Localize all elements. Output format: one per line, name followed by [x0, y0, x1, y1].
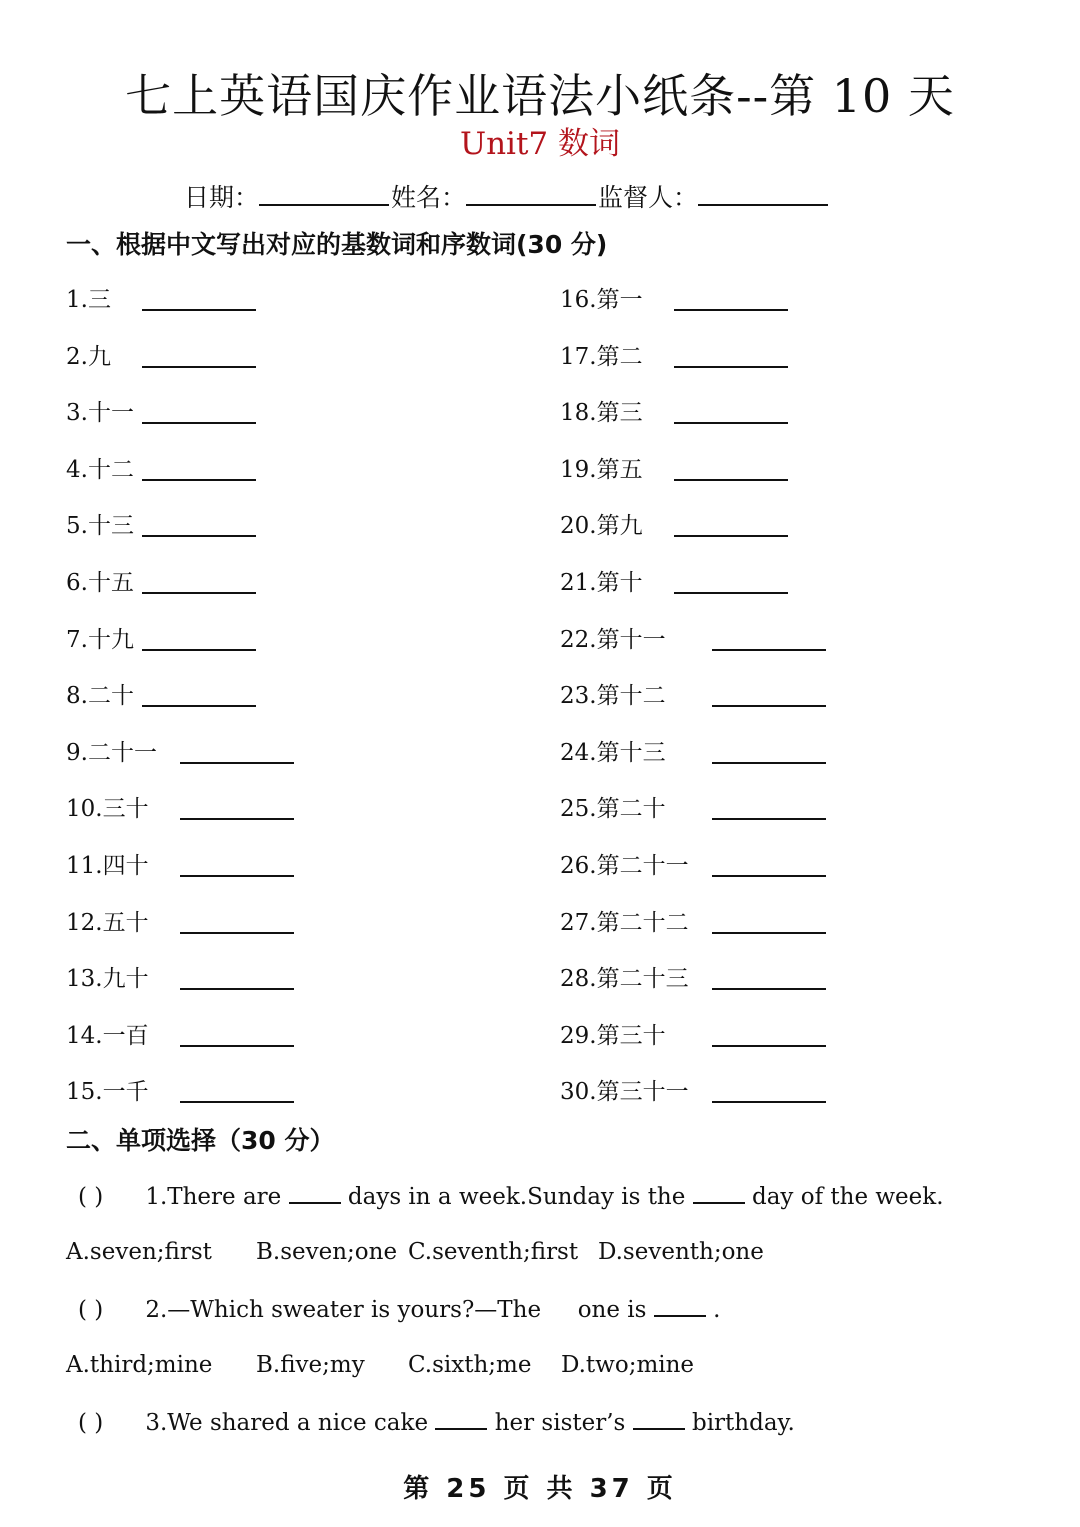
- q2-option-a: A.third;mine: [66, 1352, 213, 1378]
- cardinal-answer-blank[interactable]: [142, 309, 256, 311]
- cardinal-item-label: 7.十九: [66, 626, 134, 653]
- unit-subtitle: Unit7 数词: [459, 126, 621, 162]
- q1-option-d: D.seventh;one: [598, 1239, 764, 1265]
- cardinal-answer-blank[interactable]: [180, 762, 294, 764]
- ordinal-answer-blank[interactable]: [674, 479, 788, 481]
- cardinal-item-label: 6.十五: [66, 570, 134, 596]
- cardinal-item-label: 11.四十: [66, 853, 149, 879]
- answer-paren[interactable]: ( ): [78, 1297, 104, 1323]
- ordinal-answer-blank[interactable]: [712, 932, 826, 934]
- cardinal-item-label: 4.十二: [66, 456, 134, 483]
- info-row: [184, 176, 830, 218]
- ordinal-item-label: 23.第十二: [560, 683, 666, 710]
- cardinal-answer-blank[interactable]: [142, 479, 256, 481]
- q2-blank[interactable]: [654, 1293, 706, 1317]
- cardinal-answer-blank[interactable]: [142, 592, 256, 594]
- cardinal-item-label: 9.二十一: [66, 739, 157, 766]
- ordinal-item-label: 28.第二十三: [560, 966, 689, 993]
- ordinal-answer-blank[interactable]: [712, 762, 826, 764]
- ordinal-item-label: 17.第二: [560, 343, 643, 370]
- q2-option-d: D.two;mine: [561, 1352, 695, 1378]
- cardinal-item-label: 10.三十: [66, 796, 149, 823]
- page-title: 七上英语国庆作业语法小纸条--第 10 天: [125, 69, 955, 123]
- ordinal-answer-blank[interactable]: [712, 988, 826, 990]
- q1-blank-2[interactable]: [693, 1180, 745, 1204]
- q3-blank-2[interactable]: [633, 1406, 685, 1430]
- cardinal-answer-blank[interactable]: [180, 1101, 294, 1103]
- q1-option-a: A.seven;first: [66, 1239, 212, 1265]
- cardinal-item-label: 12.五十: [66, 909, 149, 936]
- q2-option-b: B.five;my: [256, 1352, 365, 1378]
- section2-heading: 二、单项选择（30 分）: [66, 1126, 335, 1155]
- ordinal-answer-blank[interactable]: [712, 818, 826, 820]
- q3-blank-1[interactable]: [435, 1406, 487, 1430]
- ordinal-answer-blank[interactable]: [712, 705, 826, 707]
- cardinal-answer-blank[interactable]: [180, 1045, 294, 1047]
- ordinal-answer-blank[interactable]: [712, 1045, 826, 1047]
- q3-part3: birthday.: [691, 1410, 795, 1436]
- answer-paren[interactable]: ( ): [78, 1410, 104, 1436]
- question-1: [66, 1180, 944, 1213]
- cardinal-answer-blank[interactable]: [142, 535, 256, 537]
- cardinal-answer-blank[interactable]: [142, 705, 256, 707]
- cardinal-item-label: 3.十一: [66, 400, 134, 427]
- ordinal-answer-blank[interactable]: [674, 592, 788, 594]
- cardinal-item-label: 13.九十: [66, 966, 149, 993]
- q1-blank-1[interactable]: [289, 1180, 341, 1204]
- q1-part2: days in a week.Sunday is the: [347, 1184, 686, 1210]
- ordinal-item-label: 25.第二十: [560, 796, 666, 823]
- date-label: 日期：: [184, 183, 260, 212]
- cardinal-answer-blank[interactable]: [180, 988, 294, 990]
- q1-option-c: C.seventh;first: [408, 1239, 579, 1265]
- cardinal-item-label: 14.一百: [66, 1022, 149, 1049]
- q2-option-c: C.sixth;me: [408, 1352, 532, 1378]
- ordinal-item-label: 21.第十: [560, 570, 643, 596]
- ordinal-answer-blank[interactable]: [712, 649, 826, 651]
- cardinal-answer-blank[interactable]: [142, 422, 256, 424]
- supervisor-blank[interactable]: [698, 176, 828, 206]
- cardinal-item-label: 8.二十: [66, 683, 134, 710]
- date-blank[interactable]: [259, 176, 389, 206]
- ordinal-item-label: 26.第二十一: [560, 853, 689, 879]
- ordinal-item-label: 22.第十一: [560, 626, 666, 653]
- ordinal-answer-blank[interactable]: [674, 309, 788, 311]
- ordinal-item-label: 16.第一: [560, 287, 643, 313]
- question-2: [66, 1293, 720, 1326]
- q2-part2: one is: [577, 1297, 647, 1323]
- ordinal-item-label: 27.第二十二: [560, 909, 689, 936]
- ordinal-answer-blank[interactable]: [674, 366, 788, 368]
- q1-option-b: B.seven;one: [256, 1239, 398, 1265]
- q2-part3: .: [713, 1297, 721, 1323]
- cardinal-answer-blank[interactable]: [180, 818, 294, 820]
- q3-part2: her sister’s: [494, 1410, 626, 1436]
- cardinal-item-label: 2.九: [66, 343, 111, 370]
- ordinal-item-label: 19.第五: [560, 456, 643, 483]
- question-3: [66, 1406, 795, 1439]
- cardinal-answer-blank[interactable]: [180, 932, 294, 934]
- ordinal-answer-blank[interactable]: [674, 422, 788, 424]
- ordinal-answer-blank[interactable]: [674, 535, 788, 537]
- ordinal-item-label: 18.第三: [560, 400, 643, 427]
- cardinal-item-label: 5.十三: [66, 513, 134, 540]
- name-label: 姓名：: [391, 183, 467, 212]
- q1-part3: day of the week.: [751, 1184, 944, 1210]
- ordinal-item-label: 24.第十三: [560, 739, 666, 766]
- q1-part1: 1.There are: [145, 1184, 282, 1210]
- q3-part1: 3.We shared a nice cake: [145, 1410, 429, 1436]
- page-footer: 第 25 页 共 37 页: [403, 1474, 677, 1504]
- cardinal-item-label: 1.三: [66, 287, 111, 313]
- ordinal-item-label: 30.第三十一: [560, 1079, 689, 1106]
- ordinal-item-label: 20.第九: [560, 513, 643, 540]
- cardinal-answer-blank[interactable]: [180, 875, 294, 877]
- section1-heading: 一、根据中文写出对应的基数词和序数词(30 分): [66, 230, 608, 259]
- cardinal-answer-blank[interactable]: [142, 366, 256, 368]
- cardinal-answer-blank[interactable]: [142, 649, 256, 651]
- q2-part1: 2.—Which sweater is yours?—The: [145, 1297, 542, 1323]
- name-blank[interactable]: [466, 176, 596, 206]
- ordinal-item-label: 29.第三十: [560, 1022, 666, 1049]
- ordinal-answer-blank[interactable]: [712, 1101, 826, 1103]
- answer-paren[interactable]: ( ): [78, 1184, 104, 1210]
- supervisor-label: 监督人：: [598, 183, 699, 212]
- cardinal-item-label: 15.一千: [66, 1079, 149, 1106]
- ordinal-answer-blank[interactable]: [712, 875, 826, 877]
